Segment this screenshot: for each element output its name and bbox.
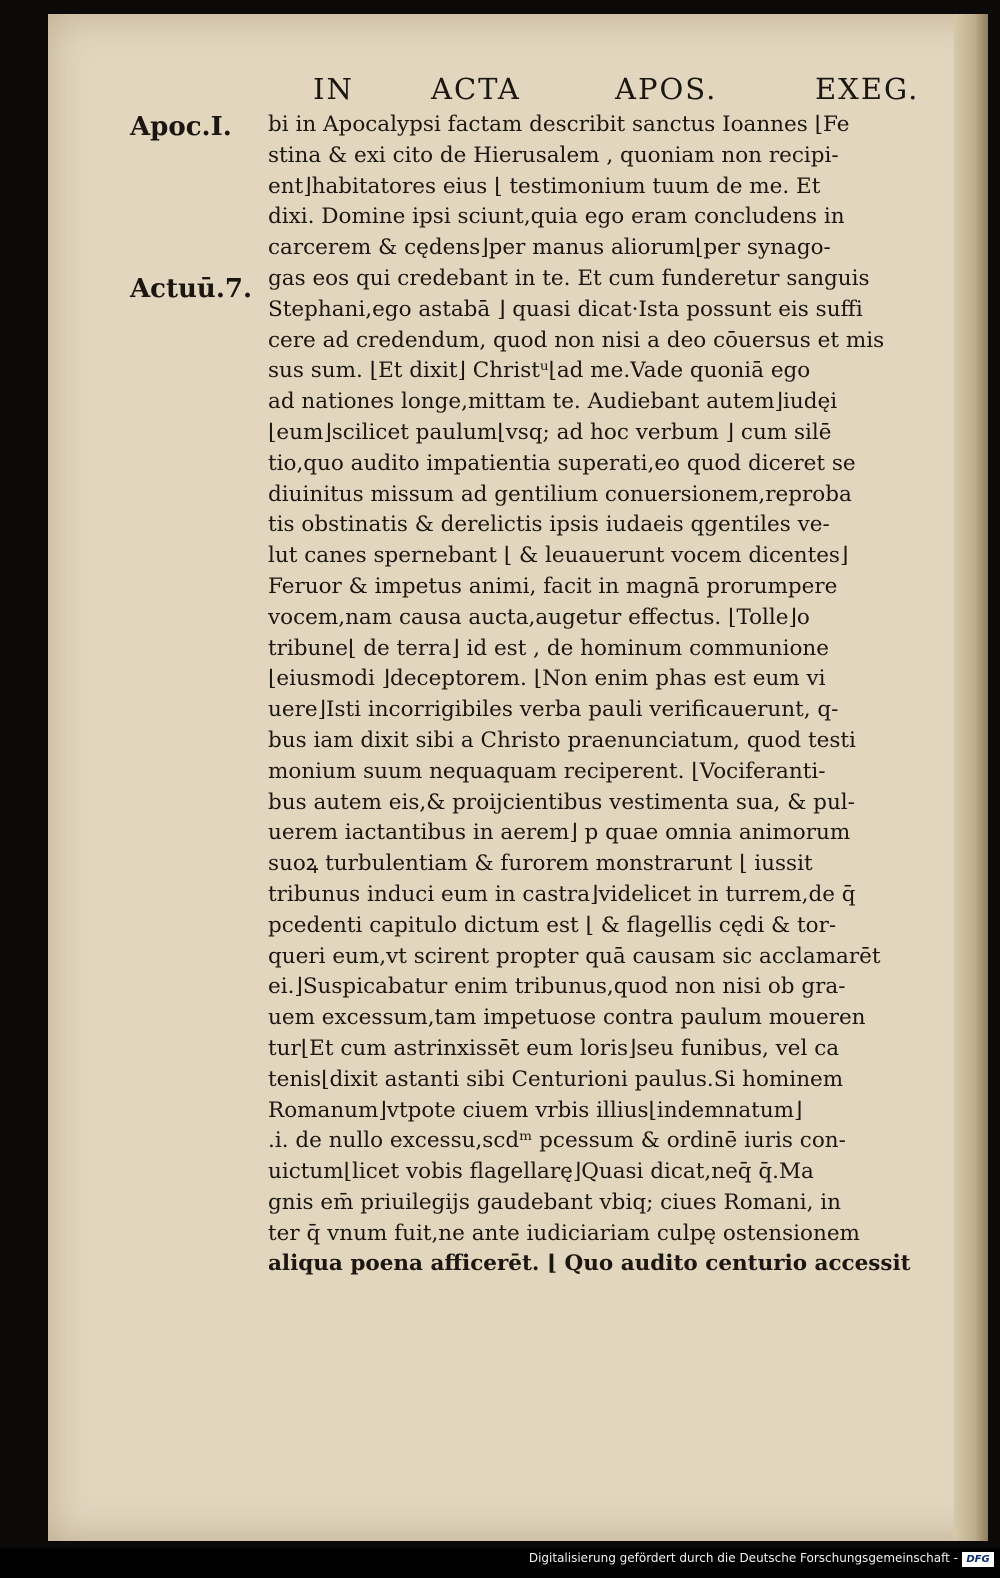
text-line: sus sum. ⌊Et dixit⌋ Christᵘ⌊ad me.Vade quoniā ego <box>268 358 811 384</box>
margin-note-actuum: Actuū.7. <box>130 274 253 304</box>
text-line: ad nationes longe,mittam te. Audiebant autem⌋iudęi <box>268 389 838 415</box>
text-line: uere⌋Isti incorrigibiles verba pauli verificauerunt, q- <box>268 697 839 723</box>
text-line: Romanum⌋vtpote ciuem vrbis illius⌊indemnatum⌋ <box>268 1097 803 1123</box>
page-edge <box>954 14 988 1541</box>
text-line: suoꝝ turbulentiam & furorem monstrarunt ⌊ iussit <box>268 851 813 877</box>
running-head-right: EXEG. <box>815 72 920 106</box>
text-line: tio,quo audito impatientia superati,eo quod diceret se <box>268 450 856 476</box>
text-line: bus autem eis,& proijcientibus vestimenta sua, & pul- <box>268 789 855 815</box>
text-line: monium suum nequaquam reciperent. ⌊Vociferanti- <box>268 758 826 784</box>
text-line: uem excessum,tam impetuose contra paulum moueren <box>268 1005 866 1031</box>
body-text <box>268 110 936 1280</box>
running-head-center-right: APOS. <box>615 72 718 106</box>
text-line: gnis em̄ priuilegijs gaudebant vbiq; ciues Romani, in <box>268 1189 841 1215</box>
text-line: vocem,nam causa aucta,augetur effectus. ⌊Tolle⌋o <box>268 604 810 630</box>
text-line: bi in Apocalypsi factam describit sanctus Ioannes ⌊Fe <box>268 112 850 137</box>
text-line: cere ad credendum, quod non nisi a deo cōuersus et mis <box>268 327 885 353</box>
text-line: aliqua poena afficerēt. ⌊ Quo audito centurio accessit <box>268 1251 911 1277</box>
text-line: lut canes spernebant ⌊ & leuauerunt vocem dicentes⌋ <box>268 543 849 569</box>
text-line: pcedenti capitulo dictum est ⌊ & flagellis cędi & tor- <box>268 912 837 938</box>
text-line: .i. de nullo excessu,scdᵐ pcessum & ordinē iuris con- <box>268 1128 846 1154</box>
text-line: Feruor & impetus animi, facit in magnā prorumpere <box>268 573 838 599</box>
text-line: ⌊eiusmodi ⌋deceptorem. ⌊Non enim phas est eum vi <box>268 666 826 692</box>
running-head-center-left: ACTA <box>431 72 521 106</box>
text-line: ⌊eum⌋scilicet paulum⌊vsq; ad hoc verbum ⌋ cum silē <box>268 419 832 445</box>
text-line: dixi. Domine ipsi sciunt,quia ego eram concludens in <box>268 204 845 230</box>
text-line: uictum⌊licet vobis flagellarę⌋Quasi dicat,neq̄ q̄.Ma <box>268 1159 814 1185</box>
margin-note-apoc: Apoc.I. <box>130 112 232 142</box>
text-line: bus iam dixit sibi a Christo praenunciatum, quod testi <box>268 727 856 753</box>
dfg-logo: DFG <box>962 1552 994 1567</box>
text-line: tribunus induci eum in castra⌋videlicet in turrem,de q̄ <box>268 881 856 907</box>
text-line: queri eum,vt scirent propter quā causam sic acclamarēt <box>268 943 881 969</box>
funding-notice: Digitalisierung gefördert durch die Deutsche Forschungsgemeinschaft - <box>528 1551 958 1565</box>
text-line: ei.⌋Suspicabatur enim tribunus,quod non nisi ob gra- <box>268 974 846 1000</box>
text-line: gas eos qui credebant in te. Et cum funderetur sanguis <box>268 265 870 291</box>
text-line: diuinitus missum ad gentilium conuersionem,reproba <box>268 481 852 507</box>
text-line: uerem iactantibus in aerem⌋ p quae omnia animorum <box>268 820 851 846</box>
running-head-left: IN <box>313 72 354 106</box>
text-line: stina & exi cito de Hierusalem , quoniam non recipi- <box>268 142 839 168</box>
text-line: ent⌋habitatores eius ⌊ testimonium tuum de me. Et <box>268 173 821 199</box>
text-line: Stephani,ego astabā ⌋ quasi dicat·Ista possunt eis suffi <box>268 296 863 322</box>
running-head <box>263 72 943 112</box>
text-line: ter q̄ vnum fuit,ne ante iudiciariam culpę ostensionem <box>268 1220 860 1246</box>
text-line: tis obstinatis & derelictis ipsis iudaeis qgentiles ve- <box>268 512 830 538</box>
text-line: tenis⌊dixit astanti sibi Centurioni paulus.Si hominem <box>268 1066 844 1092</box>
text-line: tur⌊Et cum astrinxissēt eum loris⌋seu funibus, vel ca <box>268 1035 840 1061</box>
text-line: tribune⌊ de terra⌋ id est , de hominum communione <box>268 635 829 661</box>
text-line: carcerem & cędens⌋per manus aliorum⌊per synago- <box>268 235 831 261</box>
